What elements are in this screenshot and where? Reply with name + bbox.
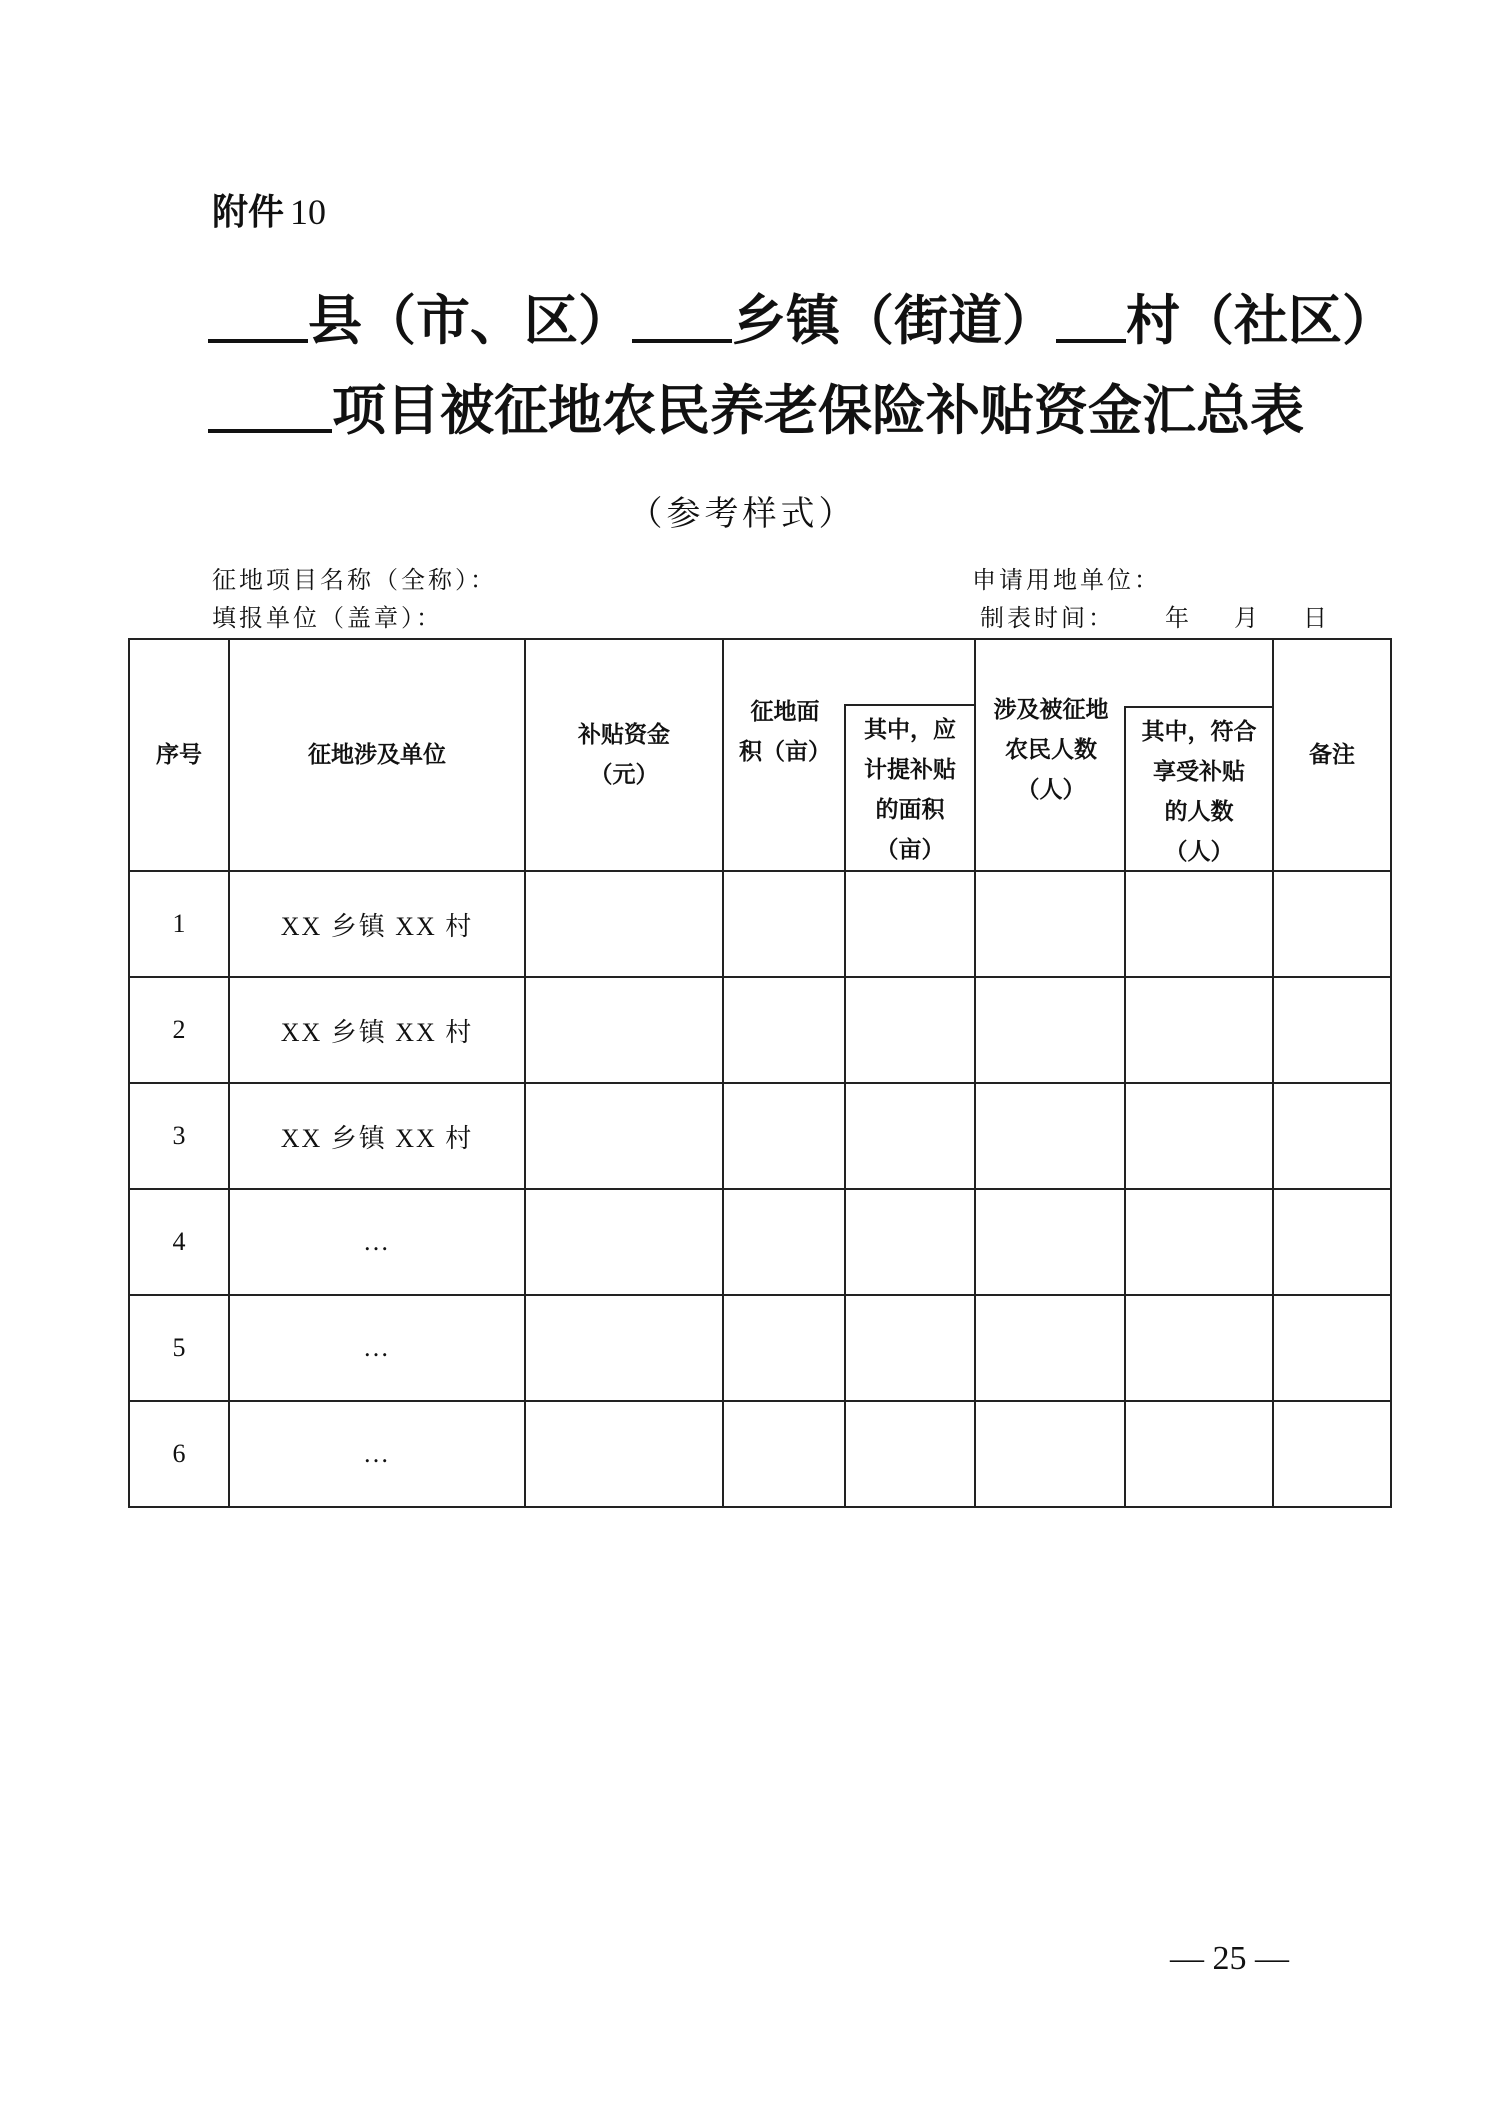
table-row [129, 1189, 1391, 1295]
subsidy-summary-table [128, 638, 1392, 1508]
header-people-line-1: 涉及被征地 [993, 697, 1109, 723]
row-area-cell [723, 1401, 975, 1507]
blank-village [1056, 289, 1126, 343]
table-row [129, 1083, 1391, 1189]
table-row [129, 1401, 1391, 1507]
header-people-sub-line-1: 其中，符合 [1141, 719, 1257, 745]
row-serial: 5 [129, 1295, 229, 1401]
row-unit: … [229, 1401, 525, 1507]
table-row [129, 1295, 1391, 1401]
row-remark-cell [1273, 1401, 1391, 1507]
header-subsidy [525, 639, 723, 871]
title-township: 乡镇（街道） [732, 288, 1056, 352]
row-remark-cell [1273, 1295, 1391, 1401]
row-area-cell [723, 1295, 975, 1401]
attachment-number: 10 [290, 192, 327, 232]
date-field [980, 598, 1330, 633]
header-people-sub-line-4: （人） [1164, 839, 1234, 865]
row-serial: 1 [129, 871, 229, 977]
row-people-cell [975, 977, 1273, 1083]
attachment-text: 附件 [212, 192, 285, 233]
row-remark-cell [1273, 871, 1391, 977]
blank-project [208, 379, 332, 433]
title-main: 项目被征地农民养老保险补贴资金汇总表 [332, 378, 1304, 442]
page-number: — 25 — [1170, 1940, 1289, 1977]
row-area-cell [723, 1189, 975, 1295]
row-subsidy-cell [525, 871, 723, 977]
row-serial: 2 [129, 977, 229, 1083]
row-area-cell [723, 1083, 975, 1189]
row-subsidy-cell [525, 1401, 723, 1507]
header-people-sub-line-3: 的人数 [1164, 799, 1234, 825]
header-area-sub-line-3: 的面积 [875, 797, 945, 823]
table-row [129, 871, 1391, 977]
date-label: 制表时间： [980, 604, 1115, 632]
row-serial: 4 [129, 1189, 229, 1295]
header-area-line-1: 征地面 [750, 699, 820, 725]
header-area-sub [844, 704, 974, 870]
row-unit: XX 乡镇 XX 村 [229, 871, 525, 977]
header-area [724, 692, 846, 772]
header-people-sub-line-2: 享受补贴 [1153, 759, 1245, 785]
date-year: 年 [1165, 604, 1192, 632]
row-unit: … [229, 1295, 525, 1401]
header-unit: 征地涉及单位 [229, 639, 525, 871]
header-area-sub-line-1: 其中，应 [864, 717, 956, 743]
row-remark-cell [1273, 1083, 1391, 1189]
row-area-cell [723, 871, 975, 977]
row-people-cell [975, 1295, 1273, 1401]
row-serial: 3 [129, 1083, 229, 1189]
applicant-unit-label: 申请用地单位： [972, 566, 1161, 594]
table-row [129, 977, 1391, 1083]
attachment-label [212, 184, 326, 235]
header-remark: 备注 [1273, 639, 1391, 871]
row-area-cell [723, 977, 975, 1083]
row-unit: XX 乡镇 XX 村 [229, 1083, 525, 1189]
row-subsidy-cell [525, 1295, 723, 1401]
header-area-sub-line-2: 计提补贴 [864, 757, 956, 783]
header-people [976, 690, 1126, 810]
title-line-2 [208, 378, 1304, 442]
header-serial: 序号 [129, 639, 229, 871]
row-subsidy-cell [525, 977, 723, 1083]
title-county: 县（市、区） [308, 288, 632, 352]
subtitle: （参考样式） [628, 494, 857, 534]
date-month: 月 [1234, 604, 1261, 632]
row-people-cell [975, 1189, 1273, 1295]
header-subsidy-line-2: （元） [589, 762, 659, 788]
blank-county [208, 289, 308, 343]
date-day: 日 [1303, 604, 1330, 632]
header-subsidy-line-1: 补贴资金 [578, 722, 670, 748]
table-header-row [129, 639, 1391, 871]
row-people-cell [975, 871, 1273, 977]
header-area-group [723, 639, 975, 871]
header-area-line-2: 积（亩） [739, 739, 831, 765]
header-area-sub-line-4: （亩） [875, 837, 945, 863]
header-people-line-2: 农民人数 [1005, 737, 1097, 763]
row-remark-cell [1273, 1189, 1391, 1295]
blank-township [632, 289, 732, 343]
header-people-sub [1124, 706, 1272, 870]
title-line-1 [208, 288, 1396, 352]
row-people-cell [975, 1083, 1273, 1189]
row-unit: … [229, 1189, 525, 1295]
row-remark-cell [1273, 977, 1391, 1083]
row-subsidy-cell [525, 1189, 723, 1295]
header-people-group [975, 639, 1273, 871]
title-village: 村（社区） [1126, 288, 1396, 352]
row-people-cell [975, 1401, 1273, 1507]
header-people-line-3: （人） [1016, 777, 1086, 803]
row-serial: 6 [129, 1401, 229, 1507]
filler-unit-label: 填报单位（盖章）： [212, 604, 443, 632]
row-unit: XX 乡镇 XX 村 [229, 977, 525, 1083]
project-name-label: 征地项目名称（全称）： [212, 566, 497, 594]
row-subsidy-cell [525, 1083, 723, 1189]
